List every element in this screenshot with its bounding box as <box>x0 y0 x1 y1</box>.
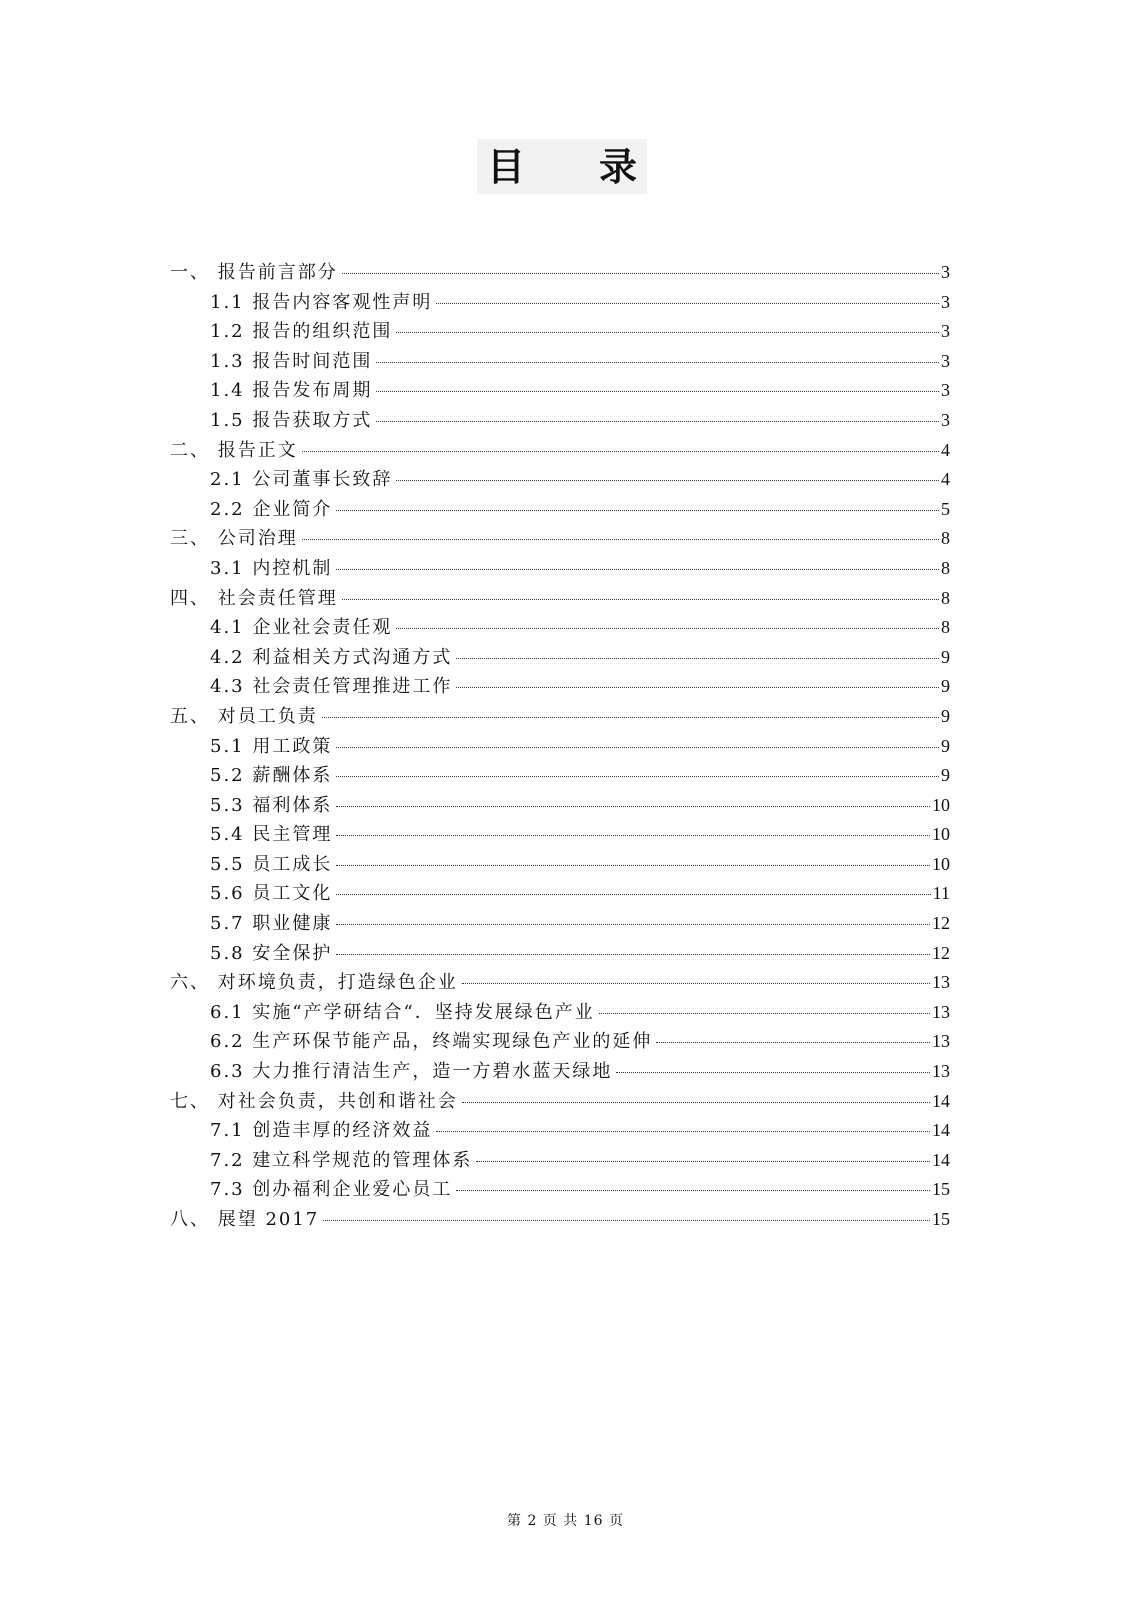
toc-entry-label: 二、 报告正文 <box>170 439 298 461</box>
toc-entry-page-number: 3 <box>941 321 950 342</box>
toc-entry-page-number: 13 <box>932 1061 950 1082</box>
toc-entry-label: 1.3 报告时间范围 <box>210 350 373 372</box>
toc-entry-label: 1.5 报告获取方式 <box>210 409 373 431</box>
toc-entry[interactable] <box>170 495 950 525</box>
toc-entry-label: 6.2 生产环保节能产品，终端实现绿色产业的延伸 <box>210 1031 653 1053</box>
toc-entry-label: 7.1 创造丰厚的经济效益 <box>210 1120 433 1142</box>
toc-entry-label: 五、 对员工负责 <box>170 705 318 727</box>
toc-entry[interactable] <box>170 761 950 791</box>
toc-entry-page-number: 9 <box>941 676 950 697</box>
toc-entry-page-number: 12 <box>932 942 950 963</box>
toc-entry-label: 5.1 用工政策 <box>210 735 333 757</box>
toc-entry-label: 4.1 企业社会责任观 <box>210 617 393 639</box>
toc-entry-label: 三、 公司治理 <box>170 528 298 550</box>
toc-entry-label: 5.7 职业健康 <box>210 913 333 935</box>
toc-entry-label: 5.8 安全保护 <box>210 942 333 964</box>
toc-entry[interactable] <box>170 436 950 466</box>
toc-entry-page-number: 9 <box>941 646 950 667</box>
toc-entry-page-number: 14 <box>932 1149 950 1170</box>
toc-entry-page-number: 3 <box>941 262 950 282</box>
toc-entry[interactable] <box>170 879 950 909</box>
toc-entry-page-number: 8 <box>941 528 950 549</box>
toc-entry-page-number: 13 <box>932 1001 950 1022</box>
toc-dot-leader <box>336 894 930 895</box>
toc-entry-label: 3.1 内控机制 <box>210 557 333 579</box>
toc-entry-label: 7.2 建立科学规范的管理体系 <box>210 1149 473 1171</box>
toc-entry[interactable] <box>170 939 950 969</box>
toc-entry-page-number: 15 <box>932 1179 950 1200</box>
toc-entry-page-number: 12 <box>932 913 950 934</box>
toc-entry[interactable] <box>170 1057 950 1087</box>
toc-dot-leader <box>342 599 939 600</box>
toc-entry-page-number: 9 <box>941 705 950 726</box>
table-of-contents <box>170 258 950 1235</box>
toc-entry-page-number: 11 <box>932 883 950 904</box>
toc-entry[interactable] <box>170 376 950 406</box>
toc-dot-leader <box>336 865 930 866</box>
toc-entry[interactable] <box>170 702 950 732</box>
toc-entry[interactable] <box>170 1205 950 1235</box>
toc-entry-label: 1.4 报告发布周期 <box>210 380 373 402</box>
toc-dot-leader <box>323 1220 930 1221</box>
toc-dot-leader <box>336 924 930 925</box>
toc-dot-leader <box>462 1102 930 1103</box>
toc-entry-page-number: 9 <box>941 765 950 786</box>
toc-entry-page-number: 10 <box>932 853 950 874</box>
toc-dot-leader <box>396 332 939 333</box>
toc-dot-leader <box>656 1042 930 1043</box>
toc-entry[interactable] <box>170 347 950 377</box>
toc-entry-label: 5.4 民主管理 <box>210 824 333 846</box>
toc-entry[interactable] <box>170 1146 950 1176</box>
toc-entry-label: 2.1 公司董事长致辞 <box>210 469 393 491</box>
toc-entry-label: 六、 对环境负责，打造绿色企业 <box>170 972 458 994</box>
toc-dot-leader <box>396 480 939 481</box>
toc-entry-page-number: 4 <box>941 439 950 460</box>
toc-entry-page-number: 10 <box>932 794 950 815</box>
toc-dot-leader <box>336 954 930 955</box>
toc-dot-leader <box>436 303 939 304</box>
toc-entry[interactable] <box>170 584 950 614</box>
toc-entry-page-number: 3 <box>941 409 950 430</box>
toc-entry-page-number: 3 <box>941 380 950 401</box>
toc-entry-page-number: 8 <box>941 587 950 608</box>
toc-entry-label: 八、 展望 2017 <box>170 1209 320 1230</box>
toc-entry[interactable] <box>170 288 950 318</box>
toc-entry-page-number: 9 <box>941 735 950 756</box>
toc-entry-page-number: 14 <box>932 1090 950 1111</box>
toc-entry-page-number: 8 <box>941 557 950 578</box>
toc-entry[interactable] <box>170 465 950 495</box>
toc-entry[interactable] <box>170 524 950 554</box>
toc-dot-leader <box>456 687 939 688</box>
page-title-char-1: 目 <box>487 144 526 189</box>
toc-entry-label: 5.5 员工成长 <box>210 853 333 875</box>
toc-entry[interactable] <box>170 909 950 939</box>
toc-entry-label: 四、 社会责任管理 <box>170 587 338 609</box>
toc-entry-page-number: 13 <box>932 1031 950 1052</box>
toc-entry-page-number: 13 <box>932 972 950 993</box>
toc-entry-label: 5.2 薪酬体系 <box>210 765 333 787</box>
toc-entry-label: 1.1 报告内容客观性声明 <box>210 291 433 313</box>
toc-dot-leader <box>302 539 939 540</box>
toc-entry[interactable] <box>170 554 950 584</box>
toc-dot-leader <box>376 362 939 363</box>
toc-dot-leader <box>336 510 939 511</box>
toc-entry[interactable] <box>170 1087 950 1117</box>
toc-entry-label: 一、 报告前言部分 <box>170 262 338 283</box>
toc-dot-leader <box>336 747 939 748</box>
toc-entry[interactable] <box>170 258 950 288</box>
toc-entry-label: 1.2 报告的组织范围 <box>210 321 393 343</box>
toc-dot-leader <box>456 658 939 659</box>
toc-entry-page-number: 15 <box>932 1209 950 1229</box>
toc-dot-leader <box>436 1131 930 1132</box>
toc-entry[interactable] <box>170 791 950 821</box>
toc-dot-leader <box>476 1161 930 1162</box>
toc-entry-page-number: 8 <box>941 617 950 638</box>
toc-entry-label: 7.3 创办福利企业爱心员工 <box>210 1179 453 1201</box>
toc-entry[interactable] <box>170 672 950 702</box>
toc-entry[interactable] <box>170 406 950 436</box>
toc-entry-label: 6.1 实施“产学研结合“．坚持发展绿色产业 <box>210 1001 595 1023</box>
toc-dot-leader <box>336 776 939 777</box>
toc-entry-label: 5.3 福利体系 <box>210 794 333 816</box>
toc-dot-leader <box>336 569 939 570</box>
toc-entry[interactable] <box>170 1175 950 1205</box>
toc-dot-leader <box>336 806 930 807</box>
toc-dot-leader <box>376 391 939 392</box>
page-footer: 第 2 页 共 16 页 <box>507 1513 624 1529</box>
toc-dot-leader <box>336 835 930 836</box>
toc-entry[interactable] <box>170 732 950 762</box>
toc-entry-page-number: 3 <box>941 350 950 371</box>
toc-entry[interactable] <box>170 850 950 880</box>
toc-dot-leader <box>456 1190 930 1191</box>
toc-dot-leader <box>599 1013 930 1014</box>
toc-entry-label: 5.6 员工文化 <box>210 883 333 905</box>
toc-dot-leader <box>302 451 939 452</box>
toc-dot-leader <box>616 1072 930 1073</box>
toc-entry-label: 6.3 大力推行清洁生产，造一方碧水蓝天绿地 <box>210 1061 613 1083</box>
toc-entry-label: 4.3 社会责任管理推进工作 <box>210 676 453 698</box>
toc-entry-page-number: 10 <box>932 824 950 845</box>
toc-dot-leader <box>462 983 930 984</box>
toc-dot-leader <box>396 628 939 629</box>
toc-entry[interactable] <box>170 968 950 998</box>
toc-entry-label: 4.2 利益相关方式沟通方式 <box>210 646 453 668</box>
toc-entry[interactable] <box>170 643 950 673</box>
toc-entry-label: 2.2 企业简介 <box>210 498 333 520</box>
toc-entry[interactable] <box>170 998 950 1028</box>
toc-entry-label: 七、 对社会负责，共创和谐社会 <box>170 1090 458 1112</box>
toc-entry[interactable] <box>170 820 950 850</box>
toc-dot-leader <box>342 273 939 274</box>
toc-dot-leader <box>322 717 939 718</box>
page-title-char-2: 录 <box>598 144 637 189</box>
toc-entry[interactable] <box>170 1116 950 1146</box>
toc-dot-leader <box>376 421 939 422</box>
toc-entry-page-number: 3 <box>941 291 950 312</box>
toc-entry[interactable] <box>170 613 950 643</box>
toc-entry[interactable] <box>170 317 950 347</box>
toc-entry[interactable] <box>170 1027 950 1057</box>
page-title <box>477 139 647 194</box>
toc-entry-page-number: 5 <box>941 498 950 519</box>
toc-entry-page-number: 14 <box>932 1120 950 1141</box>
toc-entry-page-number: 4 <box>941 469 950 490</box>
